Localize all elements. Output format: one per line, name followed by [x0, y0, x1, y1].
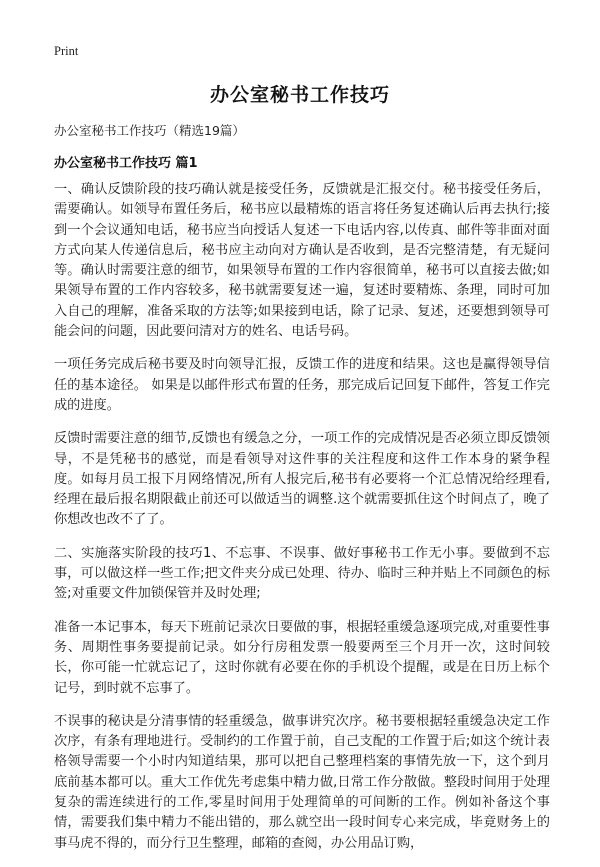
- paragraph-report-progress: 一项任务完成后秘书要及时向领导汇报，反馈工作的进度和结果。这也是赢得领导信任的基本途径。 如果是以邮件形式布置的任务，那完成后记回复下邮件，答复工作完成的进度。: [54, 357, 550, 413]
- print-label: Print: [54, 44, 79, 58]
- paragraph-confirm-feedback: 一、确认反馈阶段的技巧确认就是接受任务，反馈就是汇报交付。秘书接受任务后，需要确认。如领导布置任务后，秘书应以最精炼的语言将任务复述确认后再去执行;接到一个会议通知电话，秘书应当向授话人复述一下电话内容,以传真、邮件等非面对面方式向某人传递信息后，秘书应主动向对方确认是否收到，是否完整清楚，有无疑问等。确认时需要注意的细节，如果领导布置的工作内容很简单，秘书可以直接去做;如果领导布置的工作内容较多，秘书就需要复述一遍，复述时要精炼、条理，同时可加入自己的理解，准备采取的方法等;如果接到电话，除了记录、复述，还要想到领导可能会问的问题，因此要问清对方的姓名、电话号码。: [54, 182, 550, 340]
- paragraph-implementation: 二、实施落实阶段的技巧1、不忘事、不误事、做好事秘书工作无小事。要做到不忘事，可以做这样一些工作;把文件夹分成已处理、待办、临时三种并贴上不同颜色的标签;对重要文件加锁保管并及时处理;: [54, 545, 550, 602]
- document-subtitle: 办公室秘书工作技巧（精选19篇）: [54, 123, 245, 138]
- document-title: 办公室秘书工作技巧: [209, 84, 390, 106]
- paragraph-feedback-priority: 反馈时需要注意的细节,反馈也有缓急之分，一项工作的完成情况是否必须立即反馈领导，不是凭秘书的感觉，而是看领导对这件事的关注程度和这件工作本身的紧争程度。如每月员工报下月网络情况,所有人报完后,秘书有必要将一个汇总情况给经理看, 经理在最后报名期限截止前还可以做适当的调整.这个就需要抓住这个时间点了，晚了你想改也改不了了。: [54, 431, 550, 528]
- section-heading: 办公室秘书工作技巧 篇1: [54, 156, 198, 171]
- paragraph-priorities: 不误事的秘诀是分清事情的轻重缓急，做事讲究次序。秘书要根据轻重缓急决定工作次序，有条有理地进行。受制约的工作置于前，自己支配的工作置于后;如这个统计表格领导需要一个小时内知道结果，那可以把自己整理档案的事情先放一下，这个到月底前基本都可以。重大工作优先考虑集中精力做,日常工作分散做。整段时间用于处理复杂的需连续进行的工作,零星时间用于处理简单的可间断的工作。例如补备这个事情，需要我们集中精力不能出错的，那么就空出一段时间专心来完成，毕竟财务上的事马虎不得的，而分行卫生整理，邮箱的查阅，办公用品订购，: [54, 713, 550, 851]
- document-body: [54, 180, 550, 867]
- paragraph-notebook: 准备一本记事本，每天下班前记录次日要做的事，根据轻重缓急逐项完成,对重要性事务、周期性事务要提前记录。如分行房租发票一般要两至三个月开一次，这时间较长，你可能一忙就忘记了，这时你就有必要在你的手机设个提醒，或是在日历上标个记号，到时就不忘事了。: [54, 619, 550, 696]
